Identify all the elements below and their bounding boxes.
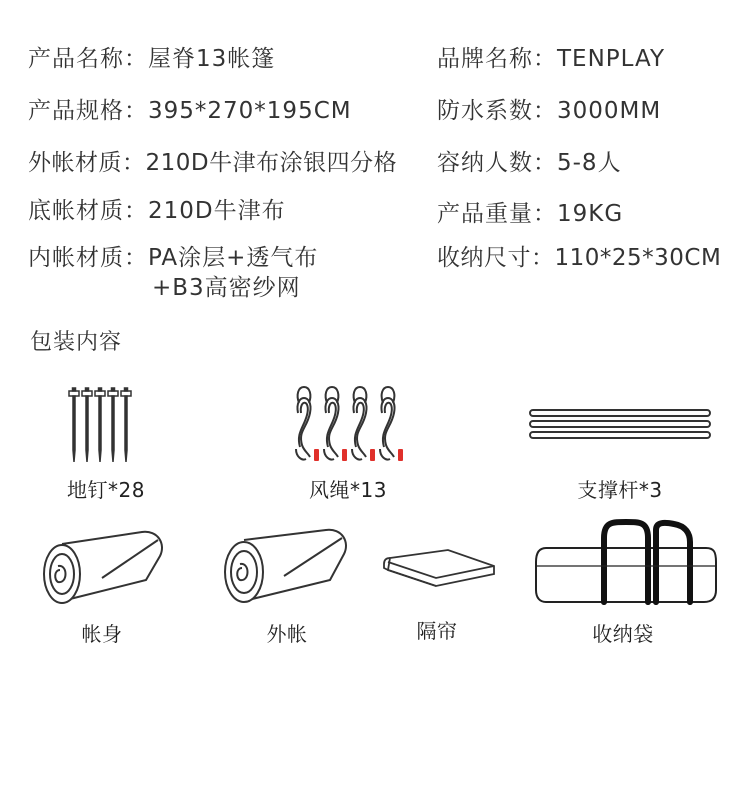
spec-value: 3000MM [557, 98, 662, 124]
spec-value: 210D牛津布涂银四分格 [145, 150, 398, 176]
spec-label: 收纳尺寸： [437, 245, 555, 271]
stake-icon [66, 388, 138, 466]
spec-label: 容纳人数： [437, 150, 557, 176]
item-label-curtain: 隔帘 [416, 619, 458, 643]
item-label-rainfly: 外帐 [266, 622, 308, 646]
package-contents-title: 包装内容 [30, 330, 123, 355]
spec-floor-material [28, 196, 286, 226]
item-label-poles: 支撑杆*3 [577, 478, 663, 502]
spec-value: 210D牛津布 [148, 198, 286, 224]
rope-icon [292, 383, 408, 465]
spec-label: 防水系数： [437, 98, 557, 124]
spec-size [28, 96, 352, 126]
item-label-tent-body: 帐身 [81, 622, 123, 646]
spec-label: 产品名称： [28, 46, 148, 72]
item-label-stakes: 地钉*28 [67, 478, 145, 502]
spec-label: 底帐材质： [28, 198, 148, 224]
curtain-icon [382, 548, 498, 590]
item-label-ropes: 风绳*13 [309, 478, 387, 502]
rainfly-roll-icon [222, 526, 352, 606]
spec-value: 395*270*195CM [148, 98, 352, 124]
spec-value: +B3高密纱网 [152, 275, 301, 301]
spec-pack-size [437, 243, 721, 273]
item-label-storage-bag: 收纳袋 [592, 622, 654, 646]
spec-weight [437, 199, 623, 229]
spec-value: PA涂层+透气布 [148, 245, 319, 271]
spec-waterproof [437, 96, 661, 126]
pole-icon [528, 408, 712, 440]
tent-body-roll-icon [42, 530, 168, 606]
spec-value: 110*25*30CM [554, 245, 722, 271]
spec-value: 19KG [557, 201, 624, 227]
spec-inner-material [28, 243, 318, 273]
spec-label: 品牌名称： [437, 46, 557, 72]
spec-product-name [28, 44, 275, 74]
spec-label: 产品规格： [28, 98, 148, 124]
spec-label: 产品重量： [437, 201, 557, 227]
spec-outer-material [28, 148, 397, 178]
spec-value: TENPLAY [557, 46, 665, 72]
spec-capacity [437, 148, 622, 178]
spec-inner-material-line2 [152, 273, 301, 303]
spec-value: 屋脊13帐篷 [148, 46, 276, 72]
spec-value: 5-8人 [557, 150, 622, 176]
spec-label: 内帐材质： [28, 245, 148, 271]
spec-brand [437, 44, 665, 74]
spec-label: 外帐材质： [28, 150, 146, 176]
storage-bag-icon [534, 518, 718, 606]
